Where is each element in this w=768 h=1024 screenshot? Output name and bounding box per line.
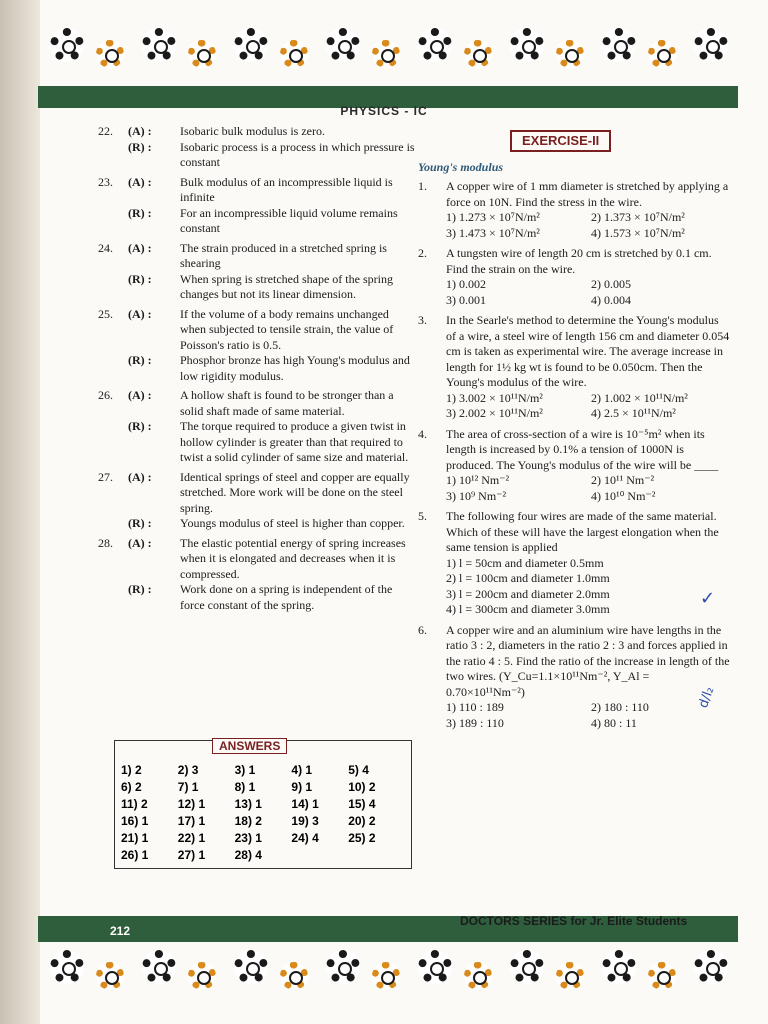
assertion-reason-line [128, 206, 416, 237]
assertion-reason-column [98, 124, 416, 617]
gear-icon [326, 950, 360, 984]
answer-item: 11) 2 [121, 797, 148, 811]
gear-icon [648, 40, 676, 68]
question-item [418, 509, 730, 618]
assertion-reason-line [128, 175, 416, 206]
gear-icon [50, 950, 84, 984]
gear-icon [372, 40, 400, 68]
statement-text: When spring is stretched shape of the spring changes but not its linear dimension. [180, 271, 393, 301]
series-title: DOCTORS SERIES for Jr. Elite Students [460, 914, 688, 928]
assertion-reason-line [128, 516, 416, 532]
answers-box [114, 740, 412, 869]
question-text: The area of cross-section of a wire is 10⁻⁵m² when its length is increased by 0.1% a tension of 1000N is produced. The Young's modulus of the wire will be ____ [446, 426, 719, 472]
question-item [98, 175, 416, 237]
answer-item: 9) 1 [291, 780, 313, 794]
statement-text: The strain produced in a stretched spring is shearing [180, 240, 387, 270]
answer-item: 23) 1 [234, 831, 262, 845]
option: 2) l = 100cm and diameter 1.0mm [446, 571, 610, 585]
assertion-reason-line [128, 241, 416, 272]
question-item [418, 427, 730, 505]
question-list [418, 179, 730, 731]
gear-icon [602, 950, 636, 984]
option-list [446, 556, 730, 618]
top-gear-border [0, 22, 768, 78]
statement-text: A hollow shaft is found to be stronger than a solid shaft made of same material. [180, 388, 394, 418]
question-item [418, 179, 730, 241]
book-spine [0, 0, 40, 1024]
assertion-reason-line [128, 582, 416, 613]
option: 4) 80 : 11 [591, 715, 637, 730]
option: 4) 10¹⁰ Nm⁻² [591, 488, 656, 503]
statement-text: Identical springs of steel and copper are equally stretched. More work will be done on the steel spring. [180, 469, 410, 515]
option: 2) 1.373 × 10⁷N/m² [591, 210, 685, 224]
assertion-reason-line [128, 272, 416, 303]
answer-item: 3) 1 [234, 763, 256, 777]
bottom-gear-border [0, 944, 768, 1000]
question-number: 3. [418, 313, 427, 327]
gear-icon [188, 962, 216, 990]
question-body [446, 509, 730, 618]
statement-label: (A) : [128, 240, 152, 255]
gear-icon [418, 950, 452, 984]
statement-label: (R) : [128, 139, 152, 154]
statement-text: If the volume of a body remains unchanged when subjected to tensile strain, the value of Poisson's ratio is 0.5. [180, 306, 394, 352]
assertion-reason-line [128, 419, 416, 466]
statement-label: (A) : [128, 388, 152, 402]
statement-label: (A) : [128, 174, 152, 189]
option: 2) 0.005 [591, 277, 631, 291]
question-number: 6. [418, 622, 427, 637]
gear-icon [418, 28, 452, 62]
option: 2) 10¹¹ Nm⁻² [591, 473, 655, 487]
statement-text: Isobaric process is a process in which pressure is constant [180, 139, 415, 169]
option: 1) 0.002 [446, 277, 486, 291]
question-item [418, 246, 730, 308]
answer-item: 6) 2 [121, 780, 142, 794]
answer-item: 19) 3 [291, 814, 319, 828]
question-text: In the Searle's method to determine the Young's modulus of a wire, a steel wire of length 156 cm and diameter 0.054 cm is taken as experimental wire. The average increase in length for 1½ kg wt is found to be 0.050cm. Then the Young's modulus of the wire. [446, 313, 730, 389]
option: 3) 2.002 × 10¹¹N/m² [446, 406, 543, 420]
option-list [446, 277, 730, 308]
gear-icon [464, 40, 492, 68]
question-number: 27. [98, 469, 113, 484]
option: 4) 2.5 × 10¹¹N/m² [591, 406, 676, 420]
answer-item: 13) 1 [234, 797, 262, 811]
question-item [418, 313, 730, 422]
gear-icon [510, 28, 544, 62]
gear-icon [234, 950, 268, 984]
answers-title: ANSWERS [212, 738, 287, 754]
assertion-reason-line [128, 140, 416, 171]
question-body [446, 623, 730, 732]
answer-item: 1) 2 [121, 763, 142, 777]
question-text: The following four wires are made of the same material. Which of these will have the largest elongation when the same tension is applied [446, 509, 719, 554]
question-number: 2. [418, 246, 427, 260]
question-body [446, 246, 730, 308]
statement-label: (A) : [128, 535, 152, 550]
answer-item: 26) 1 [121, 848, 149, 862]
question-body [128, 536, 416, 614]
answer-item: 18) 2 [234, 814, 262, 828]
statement-label: (R) : [128, 353, 152, 367]
answer-item: 8) 1 [234, 780, 256, 794]
statement-text: Phosphor bronze has high Young's modulus and low rigidity modulus. [180, 353, 410, 383]
gear-icon [142, 28, 176, 62]
gear-icon [50, 28, 84, 62]
question-text: A tungsten wire of length 20 cm is stretched by 0.1 cm. Find the strain on the wire. [446, 246, 712, 276]
gear-icon [280, 40, 308, 68]
answer-item: 22) 1 [177, 831, 206, 845]
statement-text: The torque required to produce a given twist in hollow cylinder is greater than that required to twist a solid cylinder of same size and material. [180, 419, 409, 464]
statement-text: Work done on a spring is independent of the force constant of the spring. [180, 582, 393, 612]
statement-text: For an incompressible liquid volume remains constant [180, 205, 398, 235]
answer-item: 5) 4 [348, 763, 369, 777]
gear-icon [510, 950, 544, 984]
question-body [446, 313, 730, 422]
question-number: 5. [418, 509, 427, 523]
gear-icon [694, 950, 728, 984]
assertion-reason-line [128, 536, 416, 583]
page-number: 212 [110, 924, 131, 938]
statement-label: (R) : [128, 205, 152, 220]
question-number: 22. [98, 124, 113, 138]
exercise-title: EXERCISE-II [510, 130, 611, 152]
question-number: 1. [418, 179, 427, 193]
option: 3) 189 : 110 [446, 715, 504, 730]
question-number: 24. [98, 240, 113, 255]
option-list [446, 473, 730, 504]
option-list [446, 700, 730, 731]
answer-item: 7) 1 [177, 780, 199, 794]
answer-item: 14) 1 [291, 797, 319, 811]
question-item [98, 241, 416, 303]
question-item [98, 470, 416, 532]
assertion-reason-line [128, 388, 416, 419]
question-body [128, 124, 416, 171]
section-heading: Young's modulus [418, 159, 504, 174]
answer-item: 16) 1 [121, 814, 149, 828]
gear-icon [142, 950, 176, 984]
option: 1) l = 50cm and diameter 0.5mm [446, 555, 604, 570]
option: 1) 1.273 × 10⁷N/m² [446, 210, 540, 224]
answer-item: 4) 1 [291, 763, 313, 777]
question-body [446, 179, 730, 241]
gear-icon [234, 28, 268, 62]
gear-icon [326, 28, 360, 62]
option: 3) l = 200cm and diameter 2.0mm [446, 586, 610, 601]
statement-label: (A) : [128, 469, 152, 484]
question-number: 26. [98, 388, 113, 402]
gear-icon [694, 28, 728, 62]
answer-item: 25) 2 [348, 831, 376, 845]
option: 1) 10¹² Nm⁻² [446, 473, 510, 487]
assertion-reason-line [128, 470, 416, 517]
answer-item: 27) 1 [177, 848, 206, 862]
question-text: A copper wire and an aluminium wire have lengths in the ratio 3 : 2, diameters in the ratio 2 : 3 and forces applied in the ratio 4 : 5. Find the ratio of the increase in length of the two wires. (Y_Cu=1.1×10¹¹Nm⁻², Y_Al = 0.70×10¹¹Nm⁻²) [446, 622, 730, 699]
option: 4) l = 300cm and diameter 3.0mm [446, 602, 610, 616]
gear-icon [648, 962, 676, 990]
page-header-title: PHYSICS - IC [340, 104, 428, 118]
question-number: 4. [418, 426, 427, 441]
question-item [98, 536, 416, 614]
statement-label: (R) : [128, 419, 152, 433]
answer-item: 20) 2 [348, 814, 376, 828]
gear-icon [372, 962, 400, 990]
statement-label: (R) : [128, 582, 152, 596]
question-body [128, 470, 416, 532]
option: 1) 3.002 × 10¹¹N/m² [446, 390, 543, 405]
option: 3) 1.473 × 10⁷N/m² [446, 225, 540, 240]
statement-text: Bulk modulus of an incompressible liquid is infinite [180, 174, 393, 204]
question-number: 23. [98, 174, 113, 189]
option: 2) 180 : 110 [591, 700, 649, 714]
handwritten-note: d/l₂ [696, 684, 718, 711]
question-body [128, 307, 416, 385]
exercise-column [418, 124, 730, 736]
gear-icon [464, 962, 492, 990]
gear-icon [556, 40, 584, 68]
gear-icon [602, 28, 636, 62]
statement-text: Isobaric bulk modulus is zero. [180, 124, 325, 138]
answer-item: 10) 2 [348, 780, 376, 794]
option: 4) 0.004 [591, 292, 631, 307]
question-item [418, 623, 730, 732]
option: 1) 110 : 189 [446, 700, 504, 714]
option-list [446, 210, 730, 241]
gear-icon [280, 962, 308, 990]
question-item [98, 388, 416, 466]
statement-label: (A) : [128, 124, 152, 138]
gear-icon [96, 40, 124, 68]
answer-item: 17) 1 [177, 814, 206, 828]
handwritten-tick-mark: ✓ [700, 588, 716, 609]
statement-label: (R) : [128, 271, 152, 286]
question-item [98, 307, 416, 385]
statement-label: (A) : [128, 306, 152, 321]
answer-item: 2) 3 [177, 763, 199, 777]
question-item [98, 124, 416, 171]
gear-icon [96, 962, 124, 990]
statement-text: Youngs modulus of steel is higher than copper. [180, 516, 405, 530]
answers-grid [115, 741, 411, 868]
gear-icon [188, 40, 216, 68]
question-body [128, 175, 416, 237]
question-body [446, 427, 730, 505]
statement-text: The elastic potential energy of spring increases when it is elongated and decreases when it is compressed. [180, 535, 406, 581]
option: 3) 0.001 [446, 292, 486, 307]
assertion-reason-line [128, 124, 416, 140]
assertion-reason-line [128, 353, 416, 384]
question-number: 25. [98, 306, 113, 321]
option: 2) 1.002 × 10¹¹N/m² [591, 390, 688, 405]
question-body [128, 241, 416, 303]
answer-item: 21) 1 [121, 831, 149, 845]
option: 3) 10⁹ Nm⁻² [446, 488, 507, 503]
answer-item: 12) 1 [177, 797, 206, 811]
gear-icon [556, 962, 584, 990]
answer-item: 24) 4 [291, 831, 319, 845]
statement-label: (R) : [128, 516, 152, 530]
option-list [446, 391, 730, 422]
question-number: 28. [98, 535, 113, 550]
answer-item: 28) 4 [234, 848, 262, 862]
answer-item: 15) 4 [348, 797, 376, 811]
assertion-reason-line [128, 307, 416, 354]
question-body [128, 388, 416, 466]
option: 4) 1.573 × 10⁷N/m² [591, 225, 685, 240]
question-text: A copper wire of 1 mm diameter is stretched by applying a force on 10N. Find the stress in the wire. [446, 179, 729, 209]
